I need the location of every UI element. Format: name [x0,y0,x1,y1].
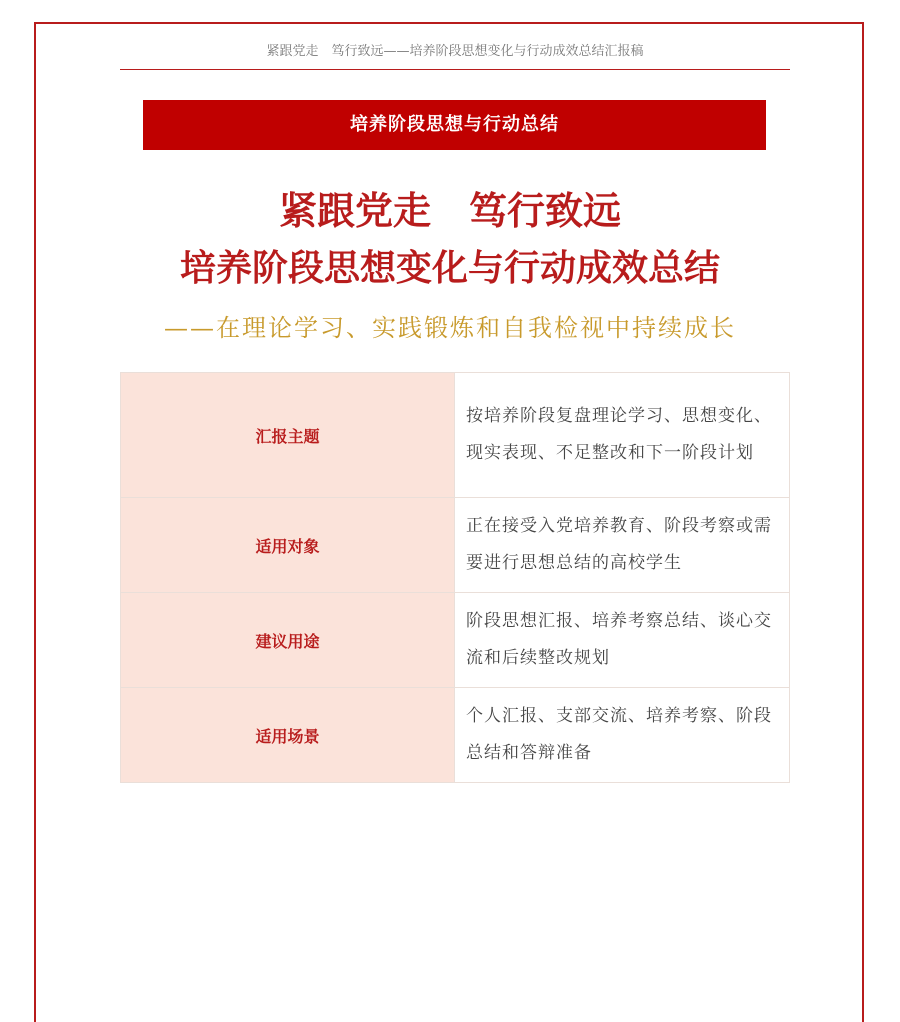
table-value-scenario: 个人汇报、支部交流、培养考察、阶段总结和答辩准备 [455,688,790,783]
table-row-scenario [121,688,790,783]
main-title-line-1: 紧跟党走 笃行致远 [278,189,621,233]
table-row-usage [121,593,790,688]
table-row-audience [121,498,790,593]
main-title-line-2: 培养阶段思想变化与行动成效总结 [179,248,720,289]
table-label-topic: 汇报主题 [121,373,455,498]
table-value-topic: 按培养阶段复盘理论学习、思想变化、现实表现、不足整改和下一阶段计划 [455,373,790,498]
info-table [120,372,790,783]
table-label-usage: 建议用途 [121,593,455,688]
table-label-scenario: 适用场景 [121,688,455,783]
subtitle: ——在理论学习、实践锻炼和自我检视中持续成长 [164,314,736,342]
table-value-usage: 阶段思想汇报、培养考察总结、谈心交流和后续整改规划 [455,593,790,688]
table-row-topic [121,373,790,498]
section-banner: 培养阶段思想与行动总结 [143,100,766,150]
table-label-audience: 适用对象 [121,498,455,593]
running-header: 紧跟党走 笃行致远——培养阶段思想变化与行动成效总结汇报稿 [120,40,790,70]
table-value-audience: 正在接受入党培养教育、阶段考察或需要进行思想总结的高校学生 [455,498,790,593]
